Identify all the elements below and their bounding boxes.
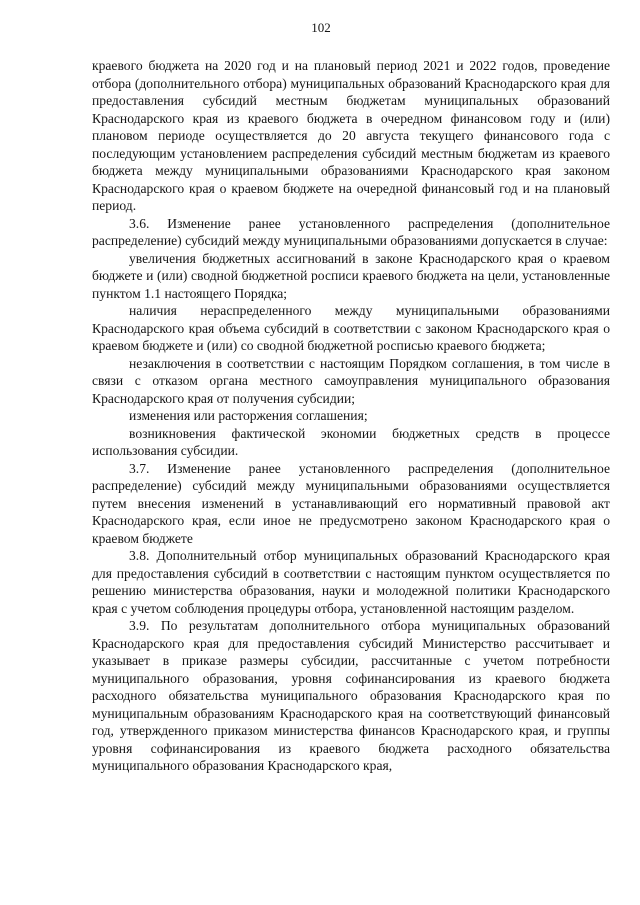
paragraph-3-6: 3.6. Изменение ранее установленного распределения (дополнительное распределение) субсидий между муниципальными образованиями допускается в случае: <box>92 215 610 248</box>
paragraph-3-8: 3.8. Дополнительный отбор муниципальных образований Краснодарского края для предоставления субсидий в соответствии с настоящим пунктом осуществляется по решению министерства образования, науки и молодежной политики Краснодарского края с учетом соблюдения процедуры отбора, установленной настоящим разделом. <box>92 548 610 616</box>
paragraph-continuation: краевого бюджета на 2020 год и на плановый период 2021 и 2022 годов, проведение отбора (дополнительного отбора) муниципальных образований Краснодарского края для предоставления субсидий местным бюджетам муниципальных образований Краснодарского края из краевого бюджета в очередном финансовом году и (или) плановом периоде осуществляется до 20 августа текущего финансового года с последующим установлением распределения субсидий местным бюджетам из краевого бюджета между муниципальными образованиями Краснодарского края законом Краснодарского края о краевом бюджете на очередной финансовый год и на плановый период. <box>92 58 610 213</box>
list-item-budget-increase: увеличения бюджетных ассигнований в законе Краснодарского края о краевом бюджете и (или) сводной бюджетной росписи краевого бюджета на цели, установленные пунктом 1.1 настоящего Порядка; <box>92 250 610 301</box>
page-number: 102 <box>311 20 331 35</box>
paragraph-3-7: 3.7. Изменение ранее установленного распределения (дополнительное распределение) субсидий между муниципальными образованиями осуществляется путем внесения изменений в устанавливающий его нормативный правовой акт Краснодарского края, если иное не предусмотрено законом Краснодарского края о краевом бюджете <box>92 460 610 546</box>
list-item-savings: возникновения фактической экономии бюджетных средств в процессе использования субсидии. <box>92 425 610 458</box>
list-item-undistributed-volume: наличия нераспределенного между муниципальными образованиями Краснодарского края объема субсидий в соответствии с законом Краснодарского края о краевом бюджете и (или) со сводной бюджетной росписью краевого бюджета; <box>92 303 610 353</box>
list-item-agreement-change: изменения или расторжения соглашения; <box>129 408 368 423</box>
document-body <box>92 57 610 775</box>
list-item-non-conclusion: незаключения в соответствии с настоящим Порядком соглашения, в том числе в связи с отказом органа местного самоуправления муниципального образования Краснодарского края от получения субсидии; <box>92 355 610 406</box>
paragraph-3-9: 3.9. По результатам дополнительного отбора муниципальных образований Краснодарского края для предоставления субсидий Министерство рассчитывает и указывает в приказе размеры субсидии, рассчитанные с учетом потребности муниципального образования, уровня софинансирования из краевого бюджета расходного обязательства муниципального образования Краснодарского края по муниципальным образованиям Краснодарского края на соответствующий финансовый год, утвержденного приказом министерства финансов Краснодарского края, и группы уровня софинансирования из краевого бюджета расходного обязательства муниципального образования Краснодарского края, <box>92 618 610 773</box>
